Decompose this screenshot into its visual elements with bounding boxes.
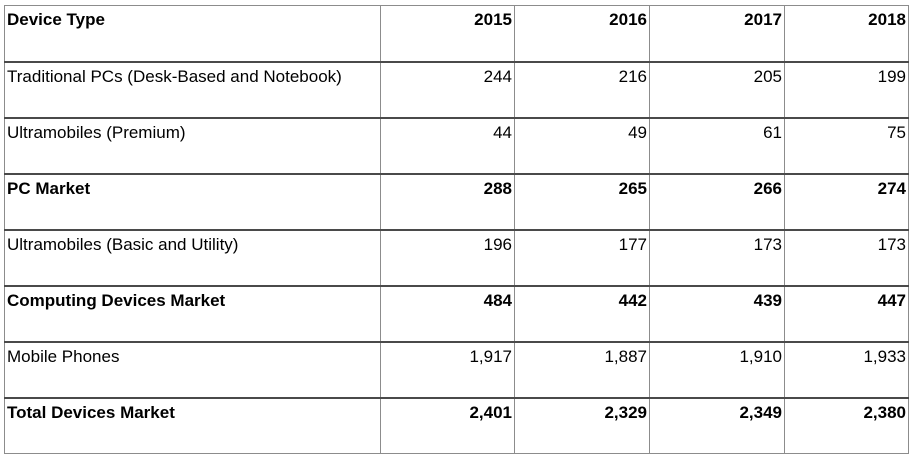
table-row (5, 118, 909, 174)
cell-2016: 49 (515, 118, 650, 174)
cell-2015: 2,401 (381, 398, 515, 454)
cell-2016: 1,887 (515, 342, 650, 398)
cell-2017: 1,910 (650, 342, 785, 398)
cell-2015: 44 (381, 118, 515, 174)
cell-2015: 484 (381, 286, 515, 342)
row-label: PC Market (5, 174, 381, 230)
row-label: Traditional PCs (Desk-Based and Notebook) (5, 62, 381, 118)
cell-2018: 447 (785, 286, 909, 342)
cell-2016: 2,329 (515, 398, 650, 454)
cell-2018: 1,933 (785, 342, 909, 398)
table-row-subtotal (5, 174, 909, 230)
header-2018: 2018 (785, 6, 909, 62)
header-device-type: Device Type (5, 6, 381, 62)
table-header-row (5, 6, 909, 62)
cell-2017: 439 (650, 286, 785, 342)
table-row (5, 62, 909, 118)
header-2016: 2016 (515, 6, 650, 62)
row-label: Total Devices Market (5, 398, 381, 454)
cell-2018: 199 (785, 62, 909, 118)
cell-2018: 274 (785, 174, 909, 230)
table-row (5, 342, 909, 398)
cell-2017: 61 (650, 118, 785, 174)
row-label: Computing Devices Market (5, 286, 381, 342)
cell-2016: 216 (515, 62, 650, 118)
cell-2016: 442 (515, 286, 650, 342)
row-label: Ultramobiles (Basic and Utility) (5, 230, 381, 286)
cell-2018: 173 (785, 230, 909, 286)
cell-2017: 266 (650, 174, 785, 230)
row-label: Ultramobiles (Premium) (5, 118, 381, 174)
cell-2018: 2,380 (785, 398, 909, 454)
header-2017: 2017 (650, 6, 785, 62)
cell-2015: 244 (381, 62, 515, 118)
cell-2017: 205 (650, 62, 785, 118)
header-2015: 2015 (381, 6, 515, 62)
cell-2016: 265 (515, 174, 650, 230)
table-row-subtotal (5, 286, 909, 342)
row-label: Mobile Phones (5, 342, 381, 398)
cell-2017: 173 (650, 230, 785, 286)
cell-2015: 196 (381, 230, 515, 286)
cell-2017: 2,349 (650, 398, 785, 454)
table-row (5, 230, 909, 286)
cell-2015: 1,917 (381, 342, 515, 398)
cell-2015: 288 (381, 174, 515, 230)
cell-2016: 177 (515, 230, 650, 286)
cell-2018: 75 (785, 118, 909, 174)
table-row-total (5, 398, 909, 454)
device-shipments-table (4, 5, 909, 454)
